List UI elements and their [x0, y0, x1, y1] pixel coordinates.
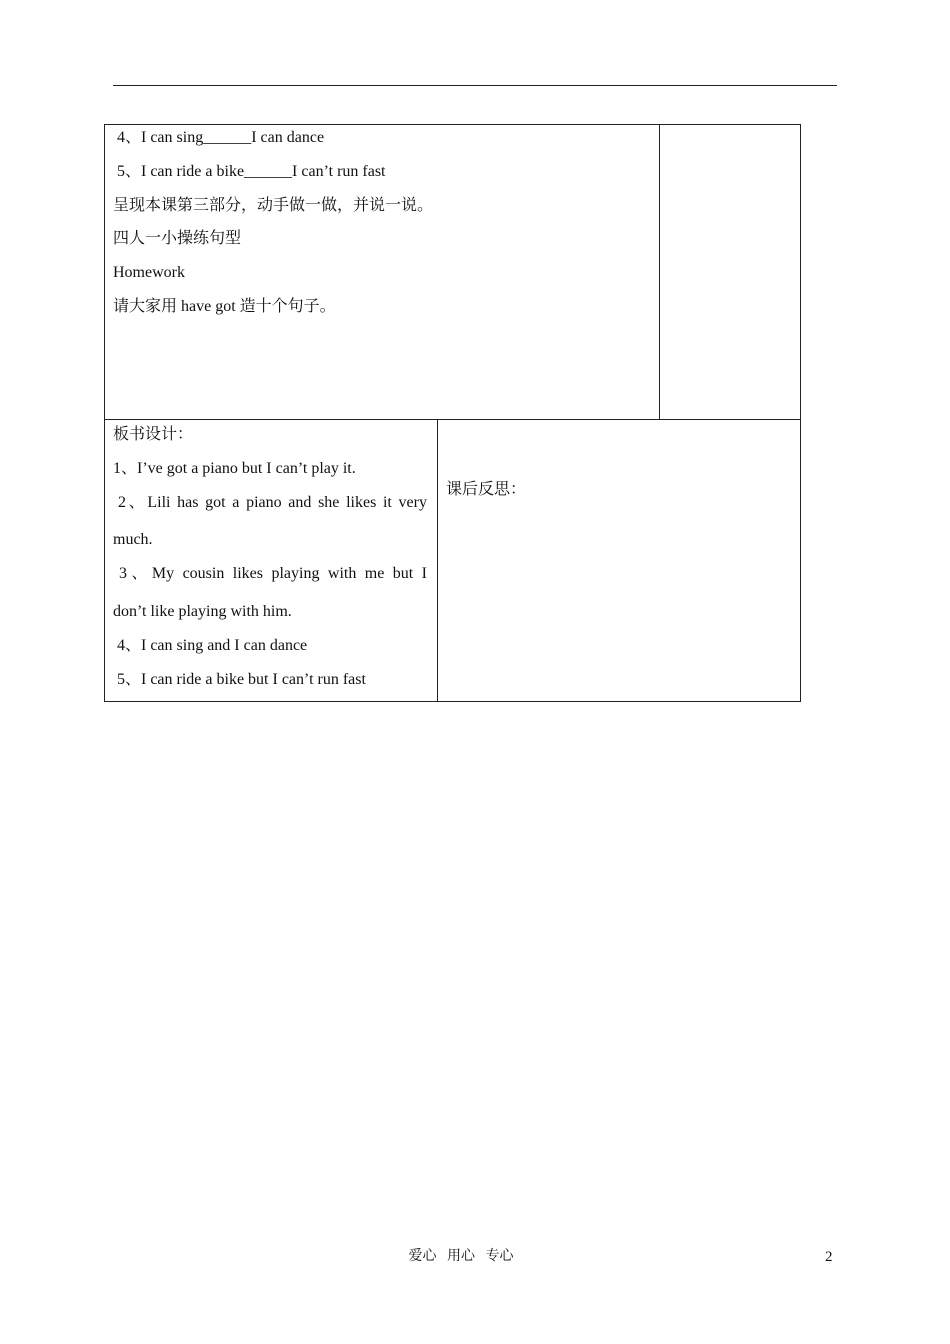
homework-heading: Homework — [113, 264, 185, 281]
board-design-heading: 板书设计： — [113, 426, 194, 443]
board-line-4: 4、I can sing and I can dance — [117, 637, 308, 654]
reflection-label: 课后反思： — [446, 481, 527, 498]
column-divider — [437, 420, 438, 701]
header-rule — [113, 85, 837, 86]
homework-task: 请大家用 have got 造十个句子。 — [113, 298, 336, 315]
board-line-3: 3、My cousin likes playing with me but I — [119, 565, 427, 582]
board-line-1: 1、I’ve got a piano but I can’t play it. — [113, 460, 356, 477]
column-divider — [659, 125, 660, 419]
board-line-2-cont: much. — [113, 531, 153, 548]
exercise-line-4: 4、I can sing______I can dance — [117, 129, 325, 146]
board-line-5: 5、I can ride a bike but I can’t run fast — [117, 671, 366, 688]
group-practice-line: 四人一小操练句型 — [113, 230, 242, 247]
page-number: 2 — [825, 1249, 833, 1265]
board-line-3-cont: don’t like playing with him. — [113, 603, 292, 620]
exercise-line-5: 5、I can ride a bike______I can’t run fast — [117, 163, 386, 180]
footer-motto: 爱心 用心 专心 — [408, 1249, 514, 1264]
activity-line: 呈现本课第三部分，动手做一做，并说一说。 — [113, 197, 434, 214]
board-line-2: 2、Lili has got a piano and she likes it very — [118, 494, 427, 511]
